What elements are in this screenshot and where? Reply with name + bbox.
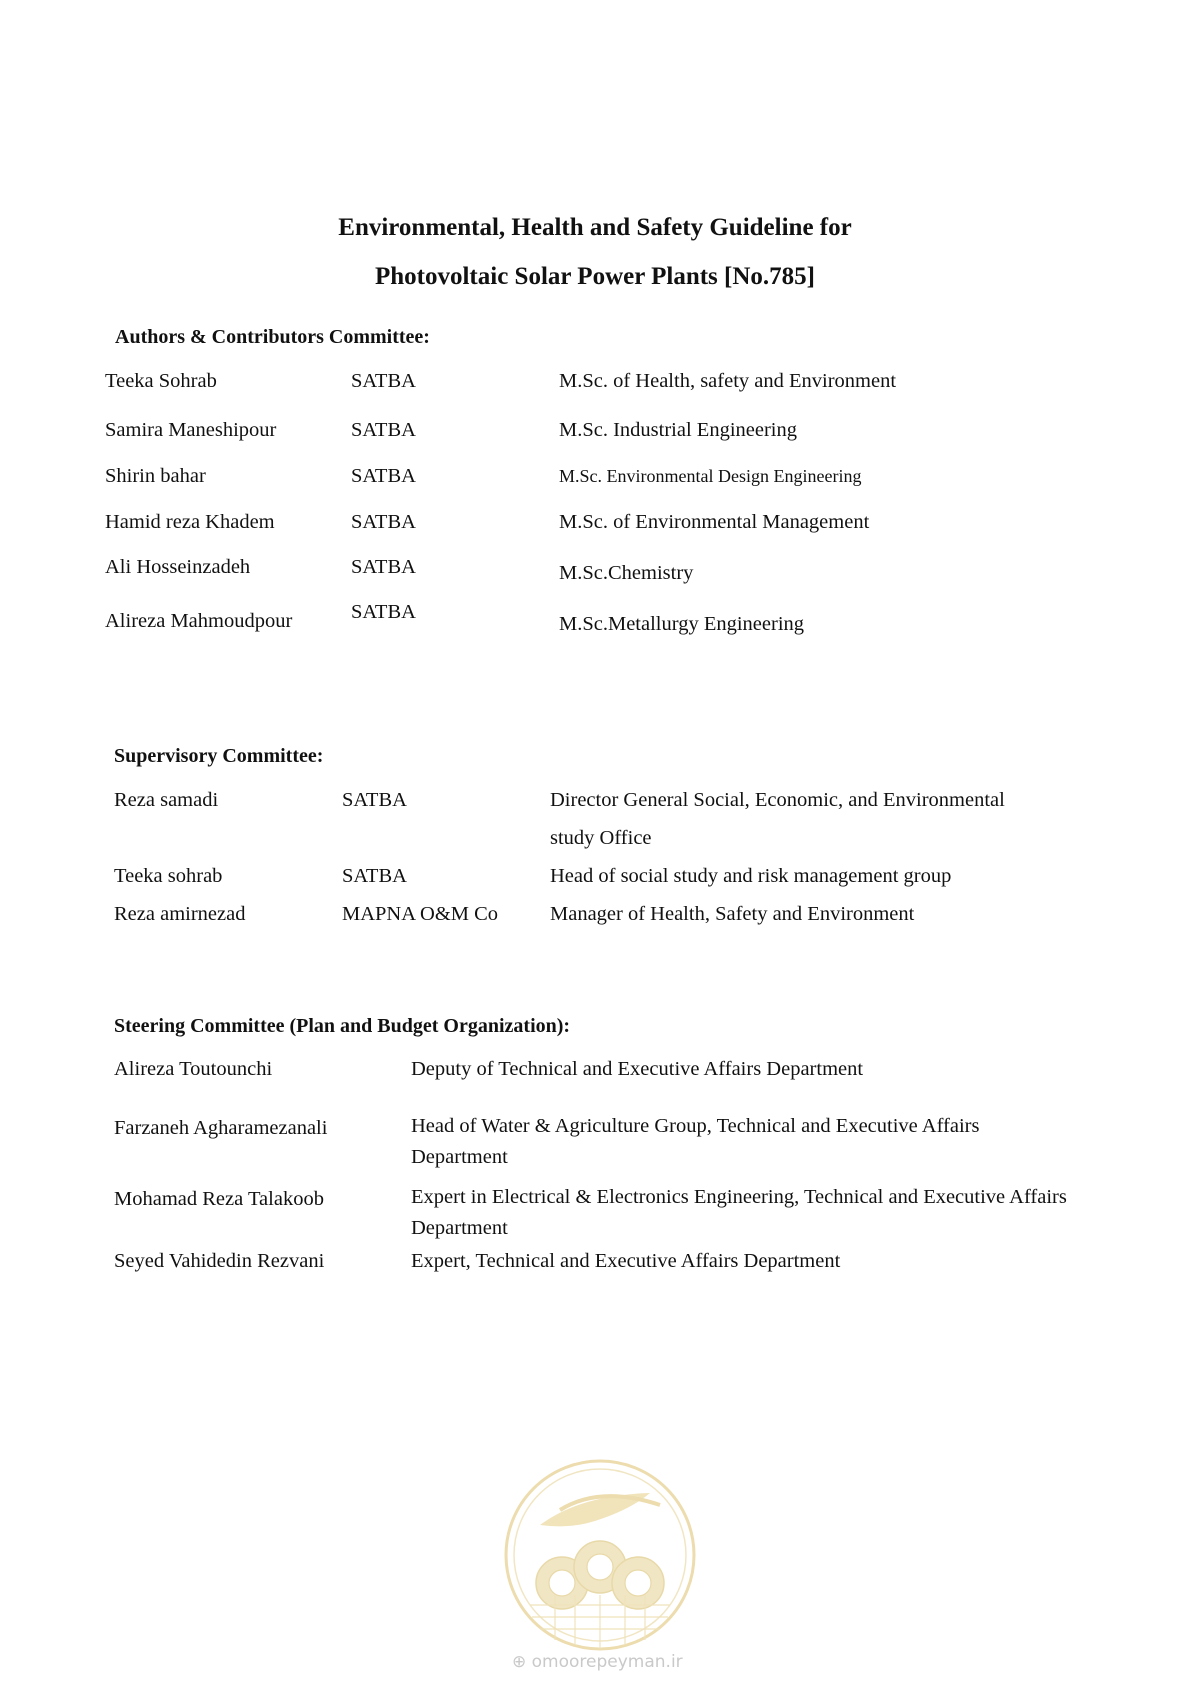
supervisor-name: Teeka sohrab bbox=[114, 865, 223, 887]
steering-member-role: Expert in Electrical & Electronics Engineering, Technical and Executive Affairs Department bbox=[411, 1186, 1067, 1239]
supervisory-heading: Supervisory Committee: bbox=[114, 745, 324, 767]
author-org: SATBA bbox=[351, 511, 416, 533]
author-name: Samira Maneshipour bbox=[105, 419, 277, 441]
watermark-url: ⊕ omoorepeyman.ir bbox=[512, 1652, 683, 1672]
supervisor-name: Reza samadi bbox=[114, 789, 219, 811]
author-degree: M.Sc. Environmental Design Engineering bbox=[559, 466, 862, 486]
supervisor-org: SATBA bbox=[342, 865, 407, 887]
author-name: Ali Hosseinzadeh bbox=[105, 556, 251, 578]
document-title-line2: Photovoltaic Solar Power Plants [No.785] bbox=[374, 263, 815, 290]
steering-member-role: Expert, Technical and Executive Affairs Department bbox=[411, 1250, 841, 1272]
steering-member-name: Alireza Toutounchi bbox=[114, 1058, 273, 1080]
author-org: SATBA bbox=[351, 601, 416, 623]
document-title-line1: Environmental, Health and Safety Guideline for bbox=[338, 214, 852, 241]
supervisor-org: SATBA bbox=[342, 789, 407, 811]
steering-member-role: Deputy of Technical and Executive Affairs Department bbox=[411, 1058, 864, 1080]
author-degree: M.Sc. of Environmental Management bbox=[559, 511, 870, 533]
author-degree: M.Sc.Metallurgy Engineering bbox=[559, 613, 805, 635]
supervisor-role: Head of social study and risk management group bbox=[550, 865, 952, 887]
supervisor-role: Director General Social, Economic, and Environmental bbox=[550, 789, 1005, 811]
author-name: Hamid reza Khadem bbox=[105, 511, 275, 533]
omoorepeyman-logo-icon bbox=[500, 1455, 700, 1655]
author-org: SATBA bbox=[351, 370, 416, 392]
author-name: Shirin bahar bbox=[105, 465, 206, 487]
steering-member-role: Head of Water & Agriculture Group, Technical and Executive Affairs Department bbox=[411, 1115, 980, 1168]
author-org: SATBA bbox=[351, 419, 416, 441]
steering-member-name: Farzaneh Agharamezanali bbox=[114, 1117, 328, 1139]
steering-member-name: Seyed Vahidedin Rezvani bbox=[114, 1250, 325, 1272]
steering-member-name: Mohamad Reza Talakoob bbox=[114, 1188, 324, 1210]
author-degree: M.Sc. Industrial Engineering bbox=[559, 419, 797, 441]
steering-heading: Steering Committee (Plan and Budget Organization): bbox=[114, 1015, 571, 1037]
watermark-url-text: omoorepeyman.ir bbox=[531, 1652, 683, 1672]
supervisor-org: MAPNA O&M Co bbox=[342, 903, 499, 925]
author-name: Teeka Sohrab bbox=[105, 370, 217, 392]
supervisor-role-continued: study Office bbox=[550, 827, 652, 849]
authors-heading: Authors & Contributors Committee: bbox=[115, 326, 430, 348]
supervisor-role: Manager of Health, Safety and Environment bbox=[550, 903, 915, 925]
author-degree: M.Sc. of Health, safety and Environment bbox=[559, 370, 897, 392]
author-org: SATBA bbox=[351, 465, 416, 487]
author-name: Alireza Mahmoudpour bbox=[105, 610, 293, 632]
author-degree: M.Sc.Chemistry bbox=[559, 562, 694, 584]
supervisor-name: Reza amirnezad bbox=[114, 903, 246, 925]
author-org: SATBA bbox=[351, 556, 416, 578]
